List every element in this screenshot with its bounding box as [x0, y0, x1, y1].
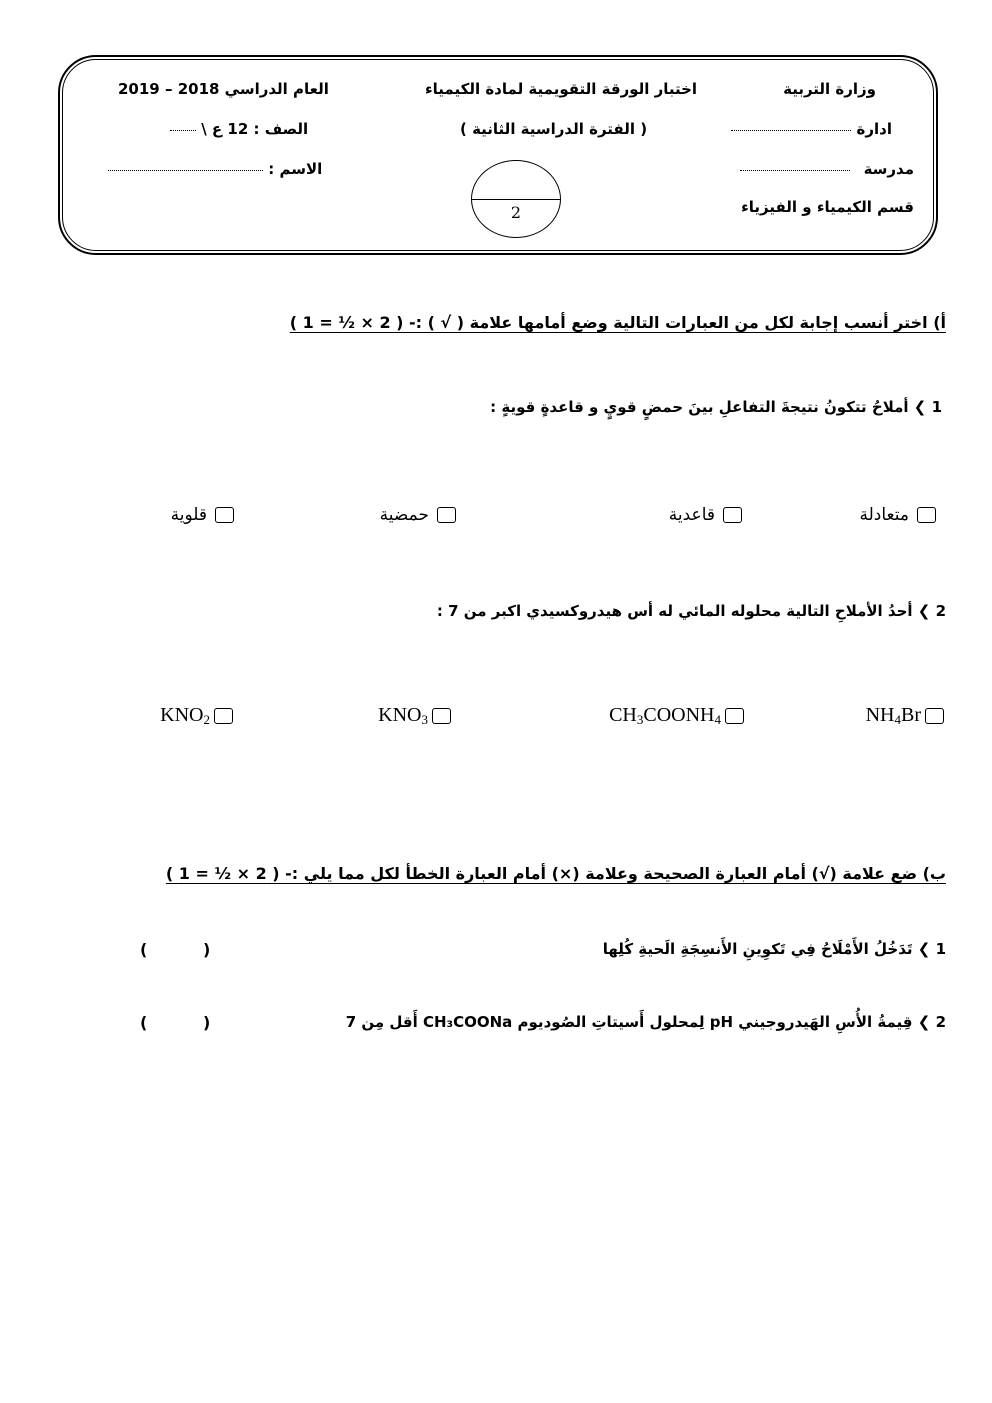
q1-option-3[interactable]	[380, 505, 456, 525]
formula-kno2: $KNO_2$	[160, 704, 210, 727]
question-2	[437, 602, 946, 620]
name-blank	[108, 169, 263, 171]
question-1-text: أملاحُ تتكونُ نتيجةَ التفاعلِ بينَ حمضٍ قويٍ و قاعدةٍ قويةٍ :	[490, 398, 909, 416]
formula-nh4br: $NH_4Br$	[865, 704, 921, 727]
checkbox[interactable]	[432, 708, 451, 724]
question-arrow-icon: ❯	[917, 1013, 931, 1031]
question-arrow-icon: ❯	[917, 940, 931, 958]
administration-blank	[731, 129, 851, 131]
q1-option-2[interactable]	[669, 505, 742, 525]
q2-option-3[interactable]	[378, 704, 451, 728]
option-label: قلوية	[170, 505, 207, 525]
question-1-number: 1	[931, 398, 942, 416]
question-1	[490, 398, 942, 416]
department-label: قسم الكيمياء و الفيزياء	[741, 198, 914, 216]
checkbox[interactable]	[437, 507, 456, 523]
option-label: حمضية	[379, 505, 429, 525]
ministry-label: وزارة التربية	[783, 80, 876, 98]
checkbox[interactable]	[917, 507, 936, 523]
question-2-text: أحدُ الأملاحِ التالية محلوله المائي له أس هيدروكسيدي اكبر من 7 :	[436, 602, 913, 620]
exam-period: ( الفترة الدراسية الثانية )	[460, 120, 648, 138]
school-blank	[740, 169, 850, 171]
q2-option-2[interactable]	[609, 704, 744, 728]
statement-2	[346, 1013, 946, 1031]
checkbox[interactable]	[925, 708, 944, 724]
school-field	[740, 160, 914, 178]
checkbox[interactable]	[215, 507, 234, 523]
checkbox[interactable]	[214, 708, 233, 724]
administration-label: ادارة	[856, 120, 892, 138]
formula-kno3: $KNO_3$	[378, 704, 428, 727]
statement-2-text: قِيمةُ الأُسِ الهَيدروجيني pH لِمحلول أَسيتاتِ الصُوديوم CH₃COONa أَقل مِن 7	[345, 1013, 913, 1031]
checkbox[interactable]	[725, 708, 744, 724]
grade-circle-value: 2	[510, 203, 522, 222]
q2-option-4[interactable]	[160, 704, 233, 728]
option-label: قاعدية	[668, 505, 715, 525]
question-arrow-icon: ❯	[913, 398, 927, 416]
exam-title: اختبار الورقة التقويمية لمادة الكيمياء	[425, 80, 698, 98]
question-arrow-icon: ❯	[917, 602, 931, 620]
grade-circle-divider	[472, 199, 560, 200]
statement-1-number: 1	[935, 940, 946, 958]
option-label: متعادلة	[859, 505, 909, 525]
statement-1-answer[interactable]: ( )	[140, 940, 211, 959]
grade-field	[170, 120, 308, 138]
school-label: مدرسة	[863, 160, 914, 178]
section-b-title: ب) ضع علامة (√) أمام العبارة الصحيحة وعلامة (×) أمام العبارة الخطأ لكل مما يلي :- ( 2 × ½ = 1 )	[165, 864, 946, 883]
q1-option-1[interactable]	[860, 505, 936, 525]
statement-2-answer[interactable]: ( )	[140, 1013, 211, 1032]
administration-field	[731, 120, 892, 138]
q1-option-4[interactable]	[171, 505, 234, 525]
q2-option-1[interactable]	[866, 704, 944, 728]
statement-2-number: 2	[935, 1013, 946, 1031]
section-a-title: أ) اختر أنسب إجابة لكل من العبارات التالية وضع أمامها علامة ( √ ) :- ( 2 × ½ = 1 )	[289, 313, 946, 332]
formula-ch3coonh4: $CH_3COONH_4$	[609, 704, 721, 727]
school-year: العام الدراسي 2018 – 2019	[118, 80, 329, 98]
question-2-number: 2	[935, 602, 946, 620]
statement-1-text: تَدَخُلُ الأَمْلَاحُ فِي تَكوِينِ الأَنسِجَةِ الَحيةِ كُلِها	[602, 940, 913, 958]
checkbox[interactable]	[723, 507, 742, 523]
grade-circle	[471, 160, 561, 238]
grade-label: الصف : 12 ع \	[201, 120, 309, 138]
name-field	[108, 160, 322, 178]
name-label: الاسم :	[268, 160, 323, 178]
statement-1	[603, 940, 946, 958]
grade-blank	[170, 129, 196, 131]
